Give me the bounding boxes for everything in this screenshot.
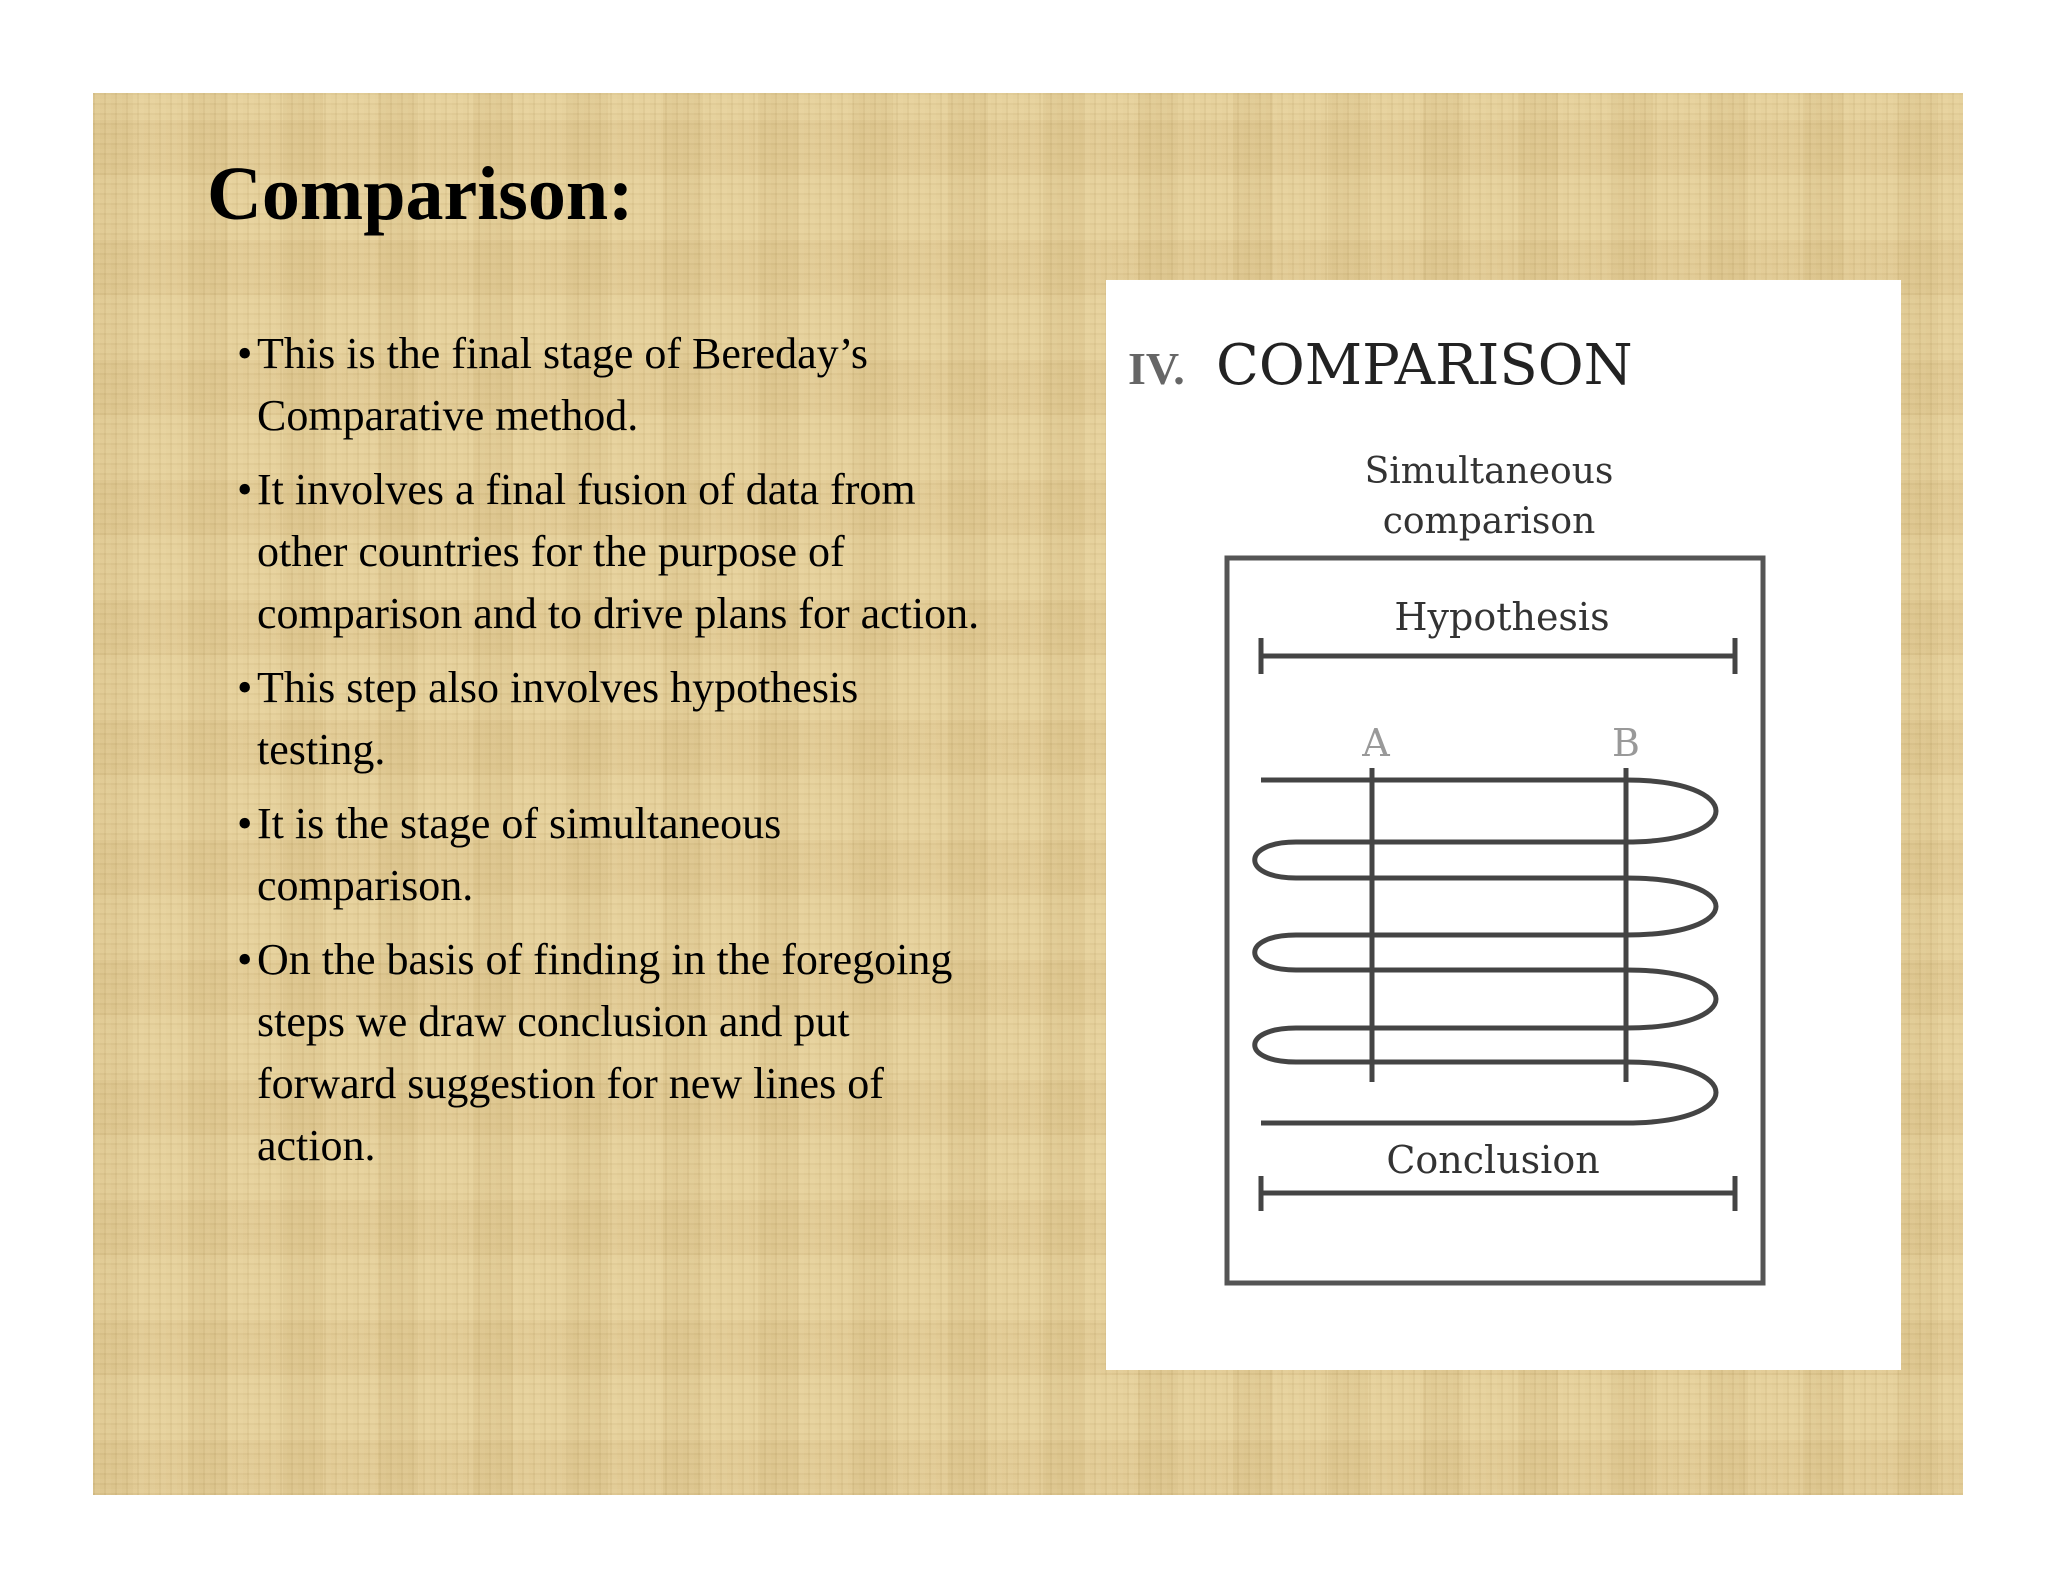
hypothesis-label: Hypothesis [1394,595,1610,639]
figure-subtitle-line2: comparison [1382,501,1596,542]
figure-numeral: IV. [1128,343,1185,394]
bullet-list [145,323,1145,1189]
bullet-item-1 [145,323,1145,447]
hypothesis-range-bar [1261,638,1735,674]
bullet-line: other countries for the purpose of [257,527,845,576]
figure-subtitle-line1: Simultaneous [1364,451,1614,492]
bullet-line: It is the stage of simultaneous [257,799,782,848]
label-b: B [1612,721,1640,765]
bullet-item-2 [145,459,1145,645]
bullet-line: comparison. [257,861,474,910]
bullet-line: action. [257,1121,376,1170]
figure-heading: COMPARISON [1216,333,1633,398]
bullet-glyph: • [237,799,253,848]
comparison-figure [1106,280,1901,1370]
bullet-line: forward suggestion for new lines of [257,1059,884,1108]
bullet-line: Comparative method. [257,391,639,440]
label-a: A [1362,721,1390,765]
bullet-line: On the basis of finding in the foregoing [257,935,953,984]
bullet-item-4 [145,793,1145,917]
bullet-glyph: • [237,329,253,378]
bullet-line: This step also involves hypothesis [257,663,859,712]
bullet-glyph: • [237,663,253,712]
comparison-diagram [1106,280,1901,1370]
bullet-line: It involves a final fusion of data from [257,465,916,514]
slide [93,93,1963,1495]
comparison-spiral [1255,780,1716,1123]
bullet-line: steps we draw conclusion and put [257,997,850,1046]
bullet-line: comparison and to drive plans for action. [257,589,980,638]
conclusion-label: Conclusion [1386,1138,1600,1182]
slide-title: Comparison: [207,152,634,236]
bullet-glyph: • [237,465,253,514]
bullet-item-3 [145,657,1145,781]
bullet-line: testing. [257,725,386,774]
bullet-line: This is the final stage of Bereday’s [257,329,868,378]
bullet-glyph: • [237,935,253,984]
bullet-item-5 [145,929,1145,1177]
